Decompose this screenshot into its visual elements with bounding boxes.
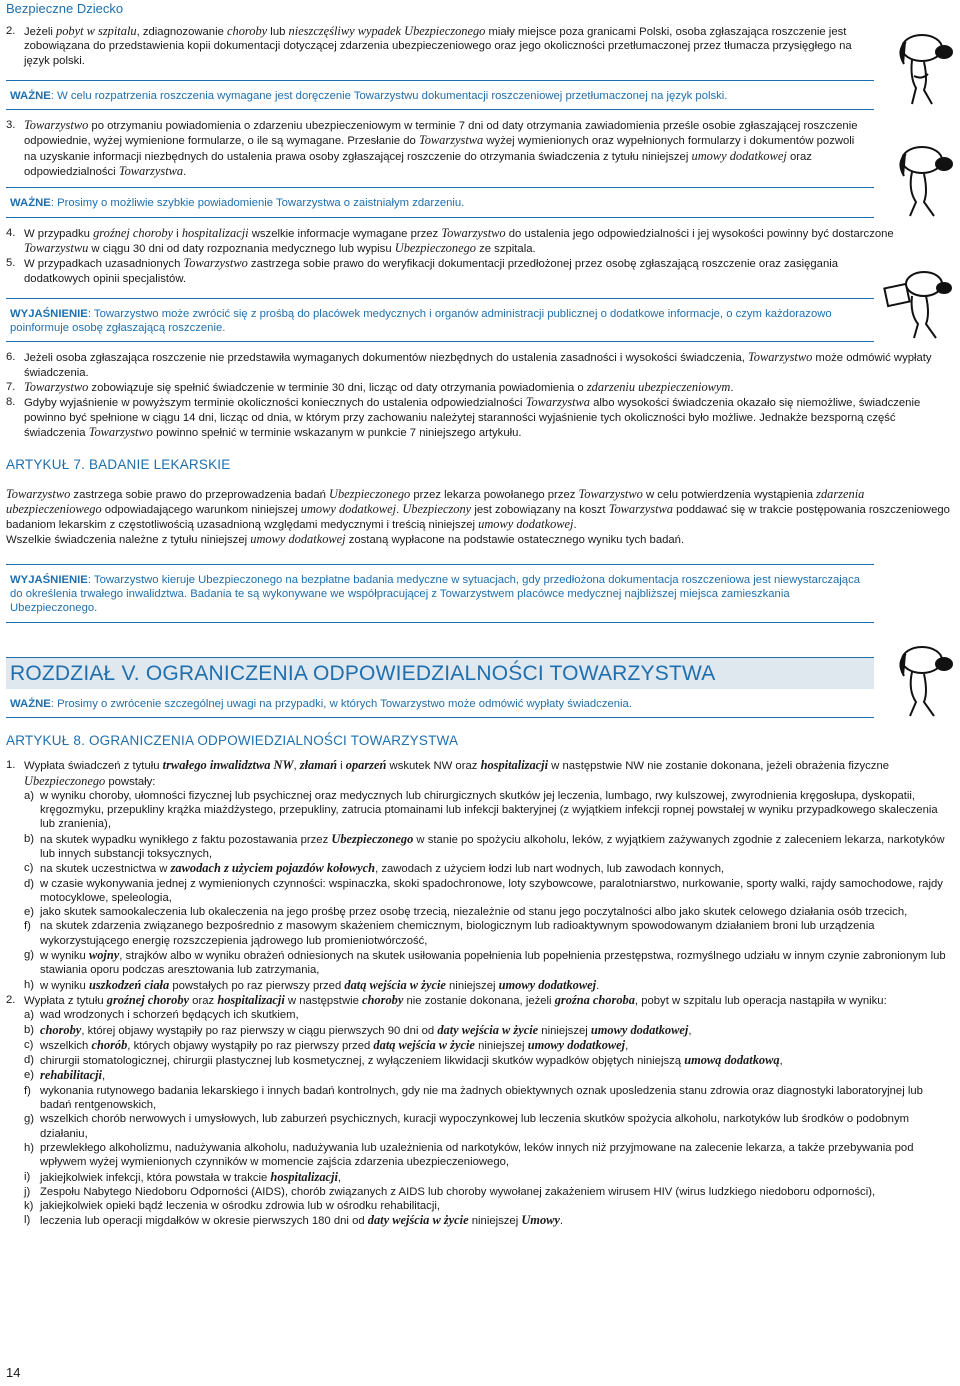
list-item: e) rehabilitacji, [24,1068,106,1083]
note-important-3: WAŻNE: Prosimy o zwrócenie szczególnej uwagi na przypadki, w których Towarzystwo może odmówić wypłaty świadczenia. [6,689,874,718]
article-7-title: ARTYKUŁ 7. BADANIE LEKARSKIE [6,457,231,473]
article-8-point-2: 2. Wypłata z tytułu groźnej choroby oraz hospitalizacji w następstwie choroby nie zostanie dokonana, jeżeli groźna choroba, pobyt w szpitalu lub operacja nastąpiła w wyniku: [6,992,887,1007]
list-item: g) w wyniku wojny, strajków albo w wyniku obrażeń odniesionych na skutek usiłowania popełnienia lub popełnienia przestępstwa, rozmyślnego udziału w innym czynie zabronionym lub stawiania oporu podczas aresztowania lub zatrzymania, [24,948,946,977]
list-item: f) na skutek zdarzenia związanego bezpośrednio z masowym skażeniem chemicznym, biologicznym lub radioaktywnym spowodowanym działaniem broni lub urządzenia wykorzystującego energię rozszczepienia jądrowego lub promieniotwórczość, [24,920,875,947]
note-explanation-1: WYJAŚNIENIE: Towarzystwo może zwrócić się z prośbą do placówek medycznych i organów administracji publicznej o dodatkowe informacje, o czym każdorazowo poinformuje osobę zgłaszającą roszczenie. [6,298,874,343]
section-8: 8. Gdyby wyjaśnienie w powyższym terminie okoliczności koniecznych do ustalenia odpowiedzialności Towarzystwa albo wysokości świadczenia okazało się niemożliwe, świadczenie powinno być spełnione w ciągu 14 dni, licząc od dnia, w którym przy zachowaniu należytej staranności wyjaśnienie tych okoliczności było możliwe. Jednakże bezsporną część świadczenia Towarzystwo powinno spełnić w terminie wskazanym w punkcie 7 niniejszego artykułu. [6,395,921,439]
list-item: i) jakiejkolwiek infekcji, która powstała w trakcie hospitalizacji, [24,1169,342,1184]
list-item: g) wszelkich chorób nerwowych i umysłowych, lub zaburzeń psychicznych, kuracji wypoczynkowej lub leczenia skutków spożycia alkoholu, narkotyków lub środków o podobnym działaniu, [24,1113,909,1140]
exclusion-list-2 [6,1008,954,1228]
section-7: 7. Towarzystwo zobowiązuje się spełnić świadczenie w terminie 30 dni, licząc od daty otrzymania powiadomienia o zdarzeniu ubezpieczeniowym. [6,380,734,395]
section-3: 3. Towarzystwo po otrzymaniu powiadomienia o zdarzeniu ubezpieczeniowym w terminie 7 dni od daty otrzymania zawiadomienia prześle osobie zgłaszającej roszczenie odpowiednie, wyżej wymienione formularze, o ile są wymagane. Przesłanie do Towarzystwa wyżej wymienionych oraz wypełnionych formularzy i dokumentów pozwoli na uzyskanie informacji niezbędnych do ustalenia prawa osoby zgłaszającej roszczenie do otrzymania świadczenia z tytułu niniejszej umowy dodatkowej oraz odpowiedzialności Towarzystwa. [6,118,858,179]
list-item: c) wszelkich chorób, których objawy wystąpiły po raz pierwszy przed datą wejścia w życie niniejszej umowy dodatkowej, [24,1037,629,1052]
list-item: b) na skutek wypadku wynikłego z faktu pozostawania przez Ubezpieczonego w stanie po spożyciu alkoholu, leków, z wyjątkiem zażywanych zgodnie z zaleceniem lekarza, narkotyków lub innych substancji toksycznych, [24,831,945,860]
list-item: k) jakiejkolwiek opieki bądź leczenia w ośrodku zdrowia lub w ośrodku rehabilitacji, [24,1200,440,1213]
chapter-5-title: ROZDZIAŁ V. OGRANICZENIA ODPOWIEDZIALNOŚCI TOWARZYSTWA [10,661,716,685]
chapter-5-header [6,657,874,689]
list-item: e) jako skutek samookaleczenia lub okaleczenia na jego prośbę przez osobę trzecią, niezależnie od stanu jego poczytalności albo jako skutek celowego działania osób trzecich, [24,906,908,919]
list-item: h) przewlekłego alkoholizmu, nadużywania alkoholu, nadużywania lub uzależnienia od narkotyków, leków innych niż przyjmowane na zalecenie lekarza, a także przebywania pod wpływem wyżej wymienionych czynników w momencie zajścia zdarzenia ubezpieczeniowego, [24,1141,914,1169]
list-item: h) w wyniku uszkodzeń ciała powstałych po raz pierwszy przed datą wejścia w życie niniejszej umowy dodatkowej. [24,977,600,992]
article-7-paragraph-2: Wszelkie świadczenia należne z tytułu niniejszej umowy dodatkowej zostaną wypłacone na podstawie ostatecznego wyniku tych badań. [6,532,685,547]
list-item: a) wad wrodzonych i schorzeń będących ich skutkiem, [24,1009,299,1022]
exclusion-list-1 [6,789,954,993]
page-number: 14 [6,1364,21,1380]
section-6: 6. Jeżeli osoba zgłaszająca roszczenie nie przedstawiła wymaganych dokumentów niezbędnych do ustalenia zasadności i wysokości świadczenia, Towarzystwo może odmówić wypłaty świadczenia. [6,350,932,379]
list-item: b) choroby, której objawy wystąpiły po raz pierwszy w ciągu pierwszych 90 dni od daty wejścia w życie niniejszej umowy dodatkowej, [24,1022,692,1037]
list-item: d) chirurgii stomatologicznej, chirurgii plastycznej lub kosmetycznej, z wyłączeniem likwidacji skutków wypadków objętych niniejszą umową dodatkową, [24,1053,783,1068]
list-item: a) w wyniku choroby, ułomności fizycznej lub psychicznej oraz medycznych lub chirurgicznych skutków jej leczenia, lumbago, rwy kulszowej, zwyrodnienia kręgosłupa, dyskopatii, kręgozmyku, przepukliny krążka miażdżystego, przepukliny, zatrucia ptomainami lub infekcji bakteryjnej (z wyjątkiem infekcji ropnej powstałej w wyniku przypadkowego skaleczenia lub zranienia), [24,789,938,831]
note-important-1: WAŻNE: W celu rozpatrzenia roszczenia wymagane jest doręczenie Towarzystwu dokumentacji roszczeniowej przetłumaczonej na język polski. [6,80,874,110]
note-explanation-2: WYJAŚNIENIE: Towarzystwo kieruje Ubezpieczonego na bezpłatne badania medyczne w sytuacjach, gdy przedłożona dokumentacja roszczeniowa jest niewystarczająca do określenia trwałego inwalidztwa. Badania te są wykonywane we współpracującej z Towarzystwem placówce medycznej najbliższej miejsca zamieszkania Ubezpieczonego. [6,564,874,623]
list-item: l) leczenia lub operacji migdałków w okresie pierwszych 180 dni od daty wejścia w życie niniejszej Umowy. [24,1213,564,1228]
article-8-title: ARTYKUŁ 8. OGRANICZENIA ODPOWIEDZIALNOŚCI TOWARZYSTWA [6,732,459,748]
list-item: c) na skutek uczestnictwa w zawodach z użyciem pojazdów kołowych, zawodach z użyciem łodzi lub nart wodnych, lub zawodach konnych, [24,861,725,876]
section-2: 2. Jeżeli pobyt w szpitalu, zdiagnozowanie choroby lub nieszczęśliwy wypadek Ubezpieczonego miały miejsce poza granicami Polski, osoba zgłaszająca roszczenie jest zobowiązana do przedstawienia kopii dokumentacji dotyczącej zdarzenia ubezpieczeniowego oraz jego okoliczności przetłumaczonej przez tłumacza przysięgłego na język polski. [6,24,852,67]
list-item: f) wykonania rutynowego badania lekarskiego i innych badań kontrolnych, gdy nie ma żadnych obiektywnych oznak uposledzenia stanu zdrowia oraz diagnostyki laboratoryjnej lub badań rentgenowskich, [24,1084,923,1112]
note-important-2: WAŻNE: Prosimy o możliwie szybkie powiadomienie Towarzystwa o zaistniałym zdarzeniu. [6,187,874,217]
section-4: 4. W przypadku groźnej choroby i hospitalizacji wszelkie informacje wymagane przez Towarzystwo do ustalenia jego odpowiedzialności i jej wysokości powinny być dostarczone Towarzystwu w ciągu 30 dni od daty rozpoznania medycznego lub wypisu Ubezpieczonego ze szpitala. [6,225,894,255]
list-item: d) w czasie wykonywania jednej z wymienionych czynności: wspinaczka, skoki spadochronowe, loty szybowcowe, paralotniarstwo, nurkowanie, sporty walki, rajdy samochodowe, rajdy motocyklowe, speleologia, [24,877,943,904]
article-7-paragraph-1: Towarzystwo zastrzega sobie prawo do przeprowadzenia badań Ubezpieczonego przez lekarza powołanego przez Towarzystwo w celu potwierdzenia wystąpienia zdarzenia ubezpieczeniowego odpowiadającego warunkom niniejszej umowy dodatkowej. Ubezpieczony jest zobowiązany na koszt Towarzystwa poddawać się w trakcie postępowania roszczeniowego badaniom lekarskim z częstotliwością uzasadnioną względami medycznymi i treścią niniejszej umowy dodatkowej. [6,486,950,532]
document-content [6,24,954,1229]
page-header: Bezpieczne Dziecko [6,1,124,16]
list-item: j) Zespołu Nabytego Niedoboru Odporności (AIDS), chorób związanych z AIDS lub choroby wywołanej zakażeniem wirusem HIV (wirus ludzkiego niedoboru odporności), [24,1185,876,1198]
article-8-point-1: 1. Wypłata świadczeń z tytułu trwałego inwalidztwa NW, złamań i oparzeń wskutek NW oraz hospitalizacji w następstwie NW nie zostanie dokonana, jeżeli obrażenia fizyczne Ubezpieczonego powstały: [6,758,890,788]
section-5: 5. W przypadkach uzasadnionych Towarzystwo zastrzega sobie prawo do weryfikacji dokumentacji przedłożonej przez osobę zgłaszającą roszczenie oraz zasięgania dodatkowych opinii specjalistów. [6,256,839,285]
